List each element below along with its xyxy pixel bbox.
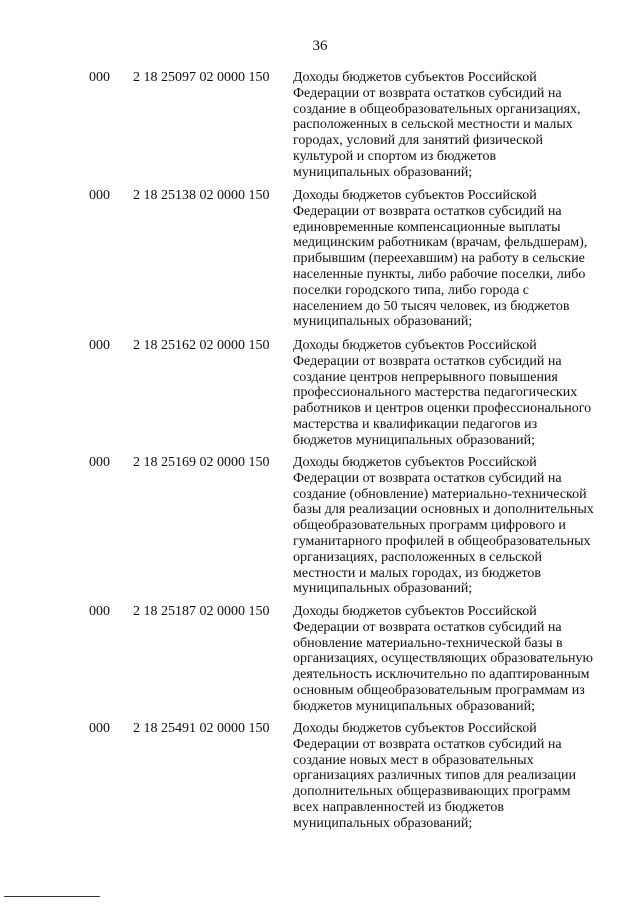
description-line: Доходы бюджетов субъектов Российской [293, 70, 537, 85]
admin-code: 000 [89, 721, 110, 736]
description-line: муниципальных образований; [293, 164, 473, 180]
description-line: муниципальных образований; [293, 314, 473, 330]
description-line: городах, условий для занятий физической [293, 133, 543, 149]
description-line: обновление материально-технической базы в [293, 635, 563, 651]
description-line: Федерации от возврата остатков субсидий на [293, 619, 562, 635]
budget-classification-code: 2 18 25491 02 0000 150 [133, 721, 270, 736]
table-row [0, 721, 640, 838]
description-line: населением до 50 тысяч человек, из бюджетов [293, 298, 570, 314]
description-line: бюджетов муниципальных образований; [293, 432, 535, 448]
description-line: Федерации от возврата остатков субсидий на [293, 470, 562, 486]
budget-classification-code: 2 18 25097 02 0000 150 [133, 70, 270, 85]
admin-code: 000 [89, 604, 110, 619]
description-line: расположенных в сельской местности и малых [293, 117, 573, 133]
description-line: медицинским работникам (врачам, фельдшерам), [293, 235, 588, 251]
budget-codes-table [0, 70, 640, 838]
description-line: Федерации от возврата остатков субсидий на [293, 353, 562, 369]
description-line: Федерации от возврата остатков субсидий на [293, 85, 562, 101]
admin-code: 000 [89, 70, 110, 85]
description-line: Доходы бюджетов субъектов Российской [293, 455, 537, 470]
admin-code: 000 [89, 338, 110, 353]
description-line: создание (обновление) материально-технической [293, 486, 587, 502]
description-line: муниципальных образований; [293, 581, 473, 597]
table-row [0, 455, 640, 604]
description-line: Доходы бюджетов субъектов Российской [293, 604, 537, 619]
row-description [293, 455, 601, 597]
description-line: Доходы бюджетов субъектов Российской [293, 338, 537, 353]
description-line: основным общеобразовательным программам из [293, 682, 585, 698]
row-description [293, 70, 601, 181]
description-line: прибывшим (переехавшим) на работу в сельские [293, 251, 585, 267]
description-line: создание в общеобразовательных организациях, [293, 101, 581, 117]
description-line: создание новых мест в образовательных [293, 752, 534, 768]
table-row [0, 188, 640, 338]
description-line: мастерства и квалификации педагогов из [293, 416, 538, 432]
row-description [293, 188, 601, 330]
description-line: культурой и спортом из бюджетов [293, 148, 497, 164]
description-line: Федерации от возврата остатков субсидий на [293, 736, 562, 752]
description-line: организациях, расположенных в сельской [293, 549, 542, 565]
budget-classification-code: 2 18 25162 02 0000 150 [133, 338, 270, 353]
table-row [0, 70, 640, 188]
description-line: деятельность исключительно по адаптированным [293, 667, 590, 683]
description-line: создание центров непрерывного повышения [293, 369, 558, 385]
description-line: населенные пункты, либо рабочие поселки, либо [293, 266, 586, 282]
table-row [0, 604, 640, 721]
description-line: организациях, осуществляющих образовательную [293, 651, 593, 667]
admin-code: 000 [89, 188, 110, 203]
description-line: муниципальных образований; [293, 815, 473, 831]
footnote-separator [4, 896, 100, 897]
description-line: поселки городского типа, либо города с [293, 282, 529, 298]
description-line: Доходы бюджетов субъектов Российской [293, 721, 537, 736]
page-number: 36 [312, 38, 328, 54]
description-line: Доходы бюджетов субъектов Российской [293, 188, 537, 203]
budget-classification-code: 2 18 25169 02 0000 150 [133, 455, 270, 470]
description-line: дополнительных общеразвивающих программ [293, 784, 571, 800]
row-description [293, 721, 601, 832]
description-line: гуманитарного профилей в общеобразовательных [293, 533, 591, 549]
description-line: Федерации от возврата остатков субсидий на [293, 203, 562, 219]
description-line: работников и центров оценки профессионального [293, 401, 592, 417]
budget-classification-code: 2 18 25138 02 0000 150 [133, 188, 270, 203]
table-row [0, 338, 640, 455]
row-description [293, 604, 601, 715]
description-line: местности и малых городах, из бюджетов [293, 565, 541, 581]
row-description [293, 338, 601, 449]
description-line: организациях различных типов для реализации [293, 768, 576, 784]
description-line: всех направленностей из бюджетов [293, 799, 504, 815]
description-line: базы для реализации основных и дополнительных [293, 502, 594, 518]
budget-classification-code: 2 18 25187 02 0000 150 [133, 604, 270, 619]
description-line: единовременные компенсационные выплаты [293, 219, 561, 235]
admin-code: 000 [89, 455, 110, 470]
description-line: общеобразовательных программ цифрового и [293, 518, 566, 534]
description-line: бюджетов муниципальных образований; [293, 698, 535, 714]
description-line: профессионального мастерства педагогических [293, 385, 578, 401]
